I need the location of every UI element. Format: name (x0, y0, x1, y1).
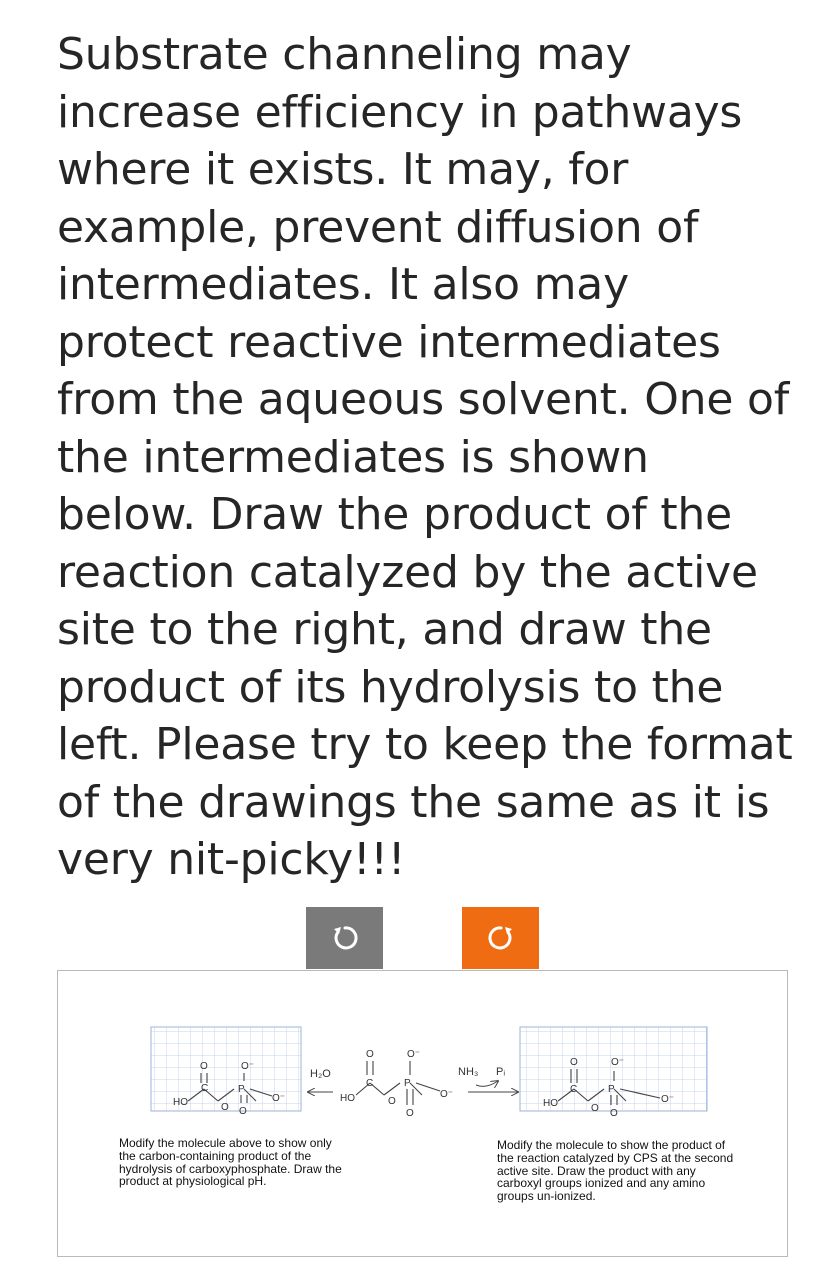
atom-label: O (406, 1108, 414, 1119)
question-text: Substrate channeling may increase efficiency in pathways where it exists. It may, for example, prevent diffusion of intermediates. It also may protect reactive intermediates from the aqueous solvent. One of the intermediates is shown below. Draw the product of the reaction catalyzed by the active site to the right, and draw the product of its hydrolysis to the left. Please try to keep the format of the drawings the same as it is very nit-picky!!! (57, 29, 793, 885)
right-sketch-area[interactable] (520, 1027, 707, 1119)
left-sketch-area[interactable] (151, 1027, 301, 1117)
atom-label: P (608, 1084, 615, 1095)
undo-arrow-icon (330, 923, 360, 953)
atom-label: O⁻ (407, 1049, 421, 1060)
atom-label: O (388, 1096, 396, 1107)
atom-label: O⁻ (241, 1061, 255, 1072)
atom-label: HO (543, 1098, 558, 1109)
right-instruction: Modify the molecule to show the product of the reaction catalyzed by CPS at the second active site. Draw the product with any carboxyl groups ionized and any amino groups un-ionized. (497, 1138, 734, 1204)
phosphate-reagent: Pᵢ (496, 1066, 506, 1078)
atom-label: P (238, 1084, 245, 1095)
atom-label: O⁻ (440, 1089, 454, 1100)
undo-button[interactable] (306, 907, 383, 969)
atom-label: O (200, 1061, 208, 1072)
carboxyphosphate-molecule (340, 1049, 453, 1119)
atom-label: O⁻ (272, 1093, 286, 1104)
atom-label: O⁻ (611, 1057, 625, 1068)
atom-label: HO (340, 1093, 355, 1104)
left-instruction: Modify the molecule above to show only the carbon-containing product of the hydrolysis of carboxyphosphate. Draw the product at physiological pH. (119, 1136, 342, 1189)
atom-label: O (239, 1106, 247, 1117)
atom-label: C (570, 1084, 578, 1095)
atom-label: C (366, 1078, 374, 1089)
atom-label: P (404, 1078, 411, 1089)
drawing-panel (57, 970, 788, 1257)
atom-label: C (201, 1083, 209, 1094)
atom-label: O (610, 1108, 618, 1119)
atom-label: O (591, 1103, 599, 1114)
byproduct-curved-arrow (476, 1081, 498, 1086)
redo-arrow-icon (486, 923, 516, 953)
water-reagent: H₂O (310, 1068, 331, 1080)
atom-label: O (570, 1057, 578, 1068)
atom-label: O (221, 1102, 229, 1113)
atom-label: O⁻ (661, 1094, 675, 1105)
ammonia-reagent: NH₃ (458, 1066, 479, 1078)
reaction-scheme (58, 971, 787, 1256)
redo-button[interactable] (462, 907, 539, 969)
atom-label: O (366, 1049, 374, 1060)
atom-label: HO (173, 1097, 188, 1108)
